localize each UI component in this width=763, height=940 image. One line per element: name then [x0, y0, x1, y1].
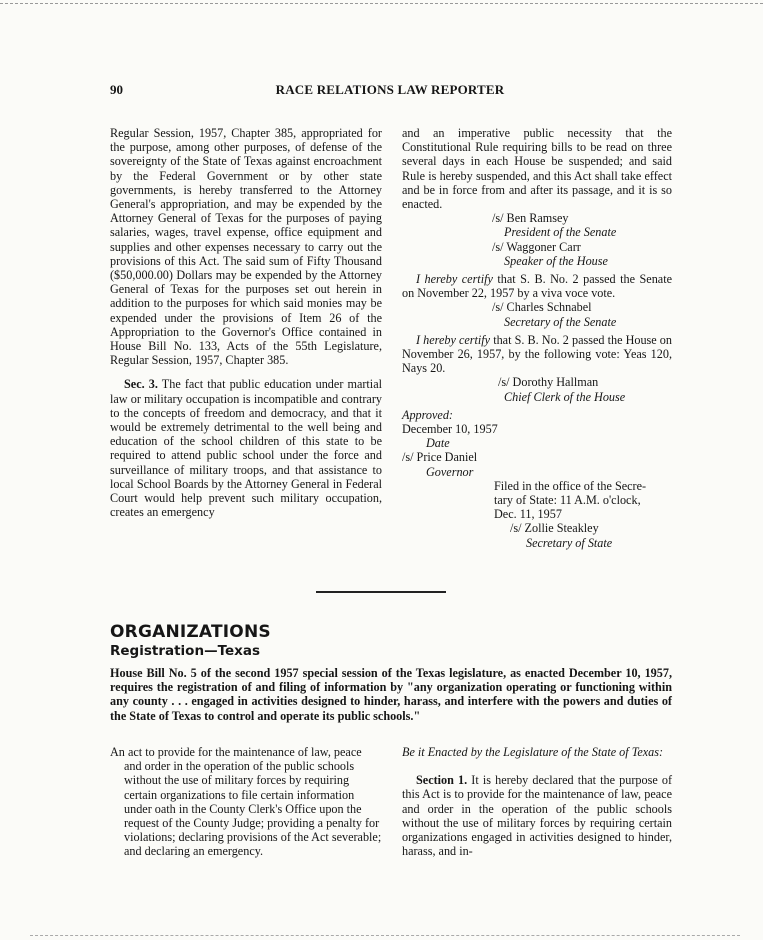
senate-cert-text: that S. B. No. 2 passed the Senate on November 22, 1957 by a viva voce vote. [402, 272, 672, 301]
approved-date: December 10, 1957 [402, 422, 498, 437]
filed-line-1: Filed in the office of the Secre- [494, 478, 647, 493]
right-column-top [402, 126, 672, 550]
title-secretary-state: Secretary of State [526, 535, 613, 550]
signature-hallman: /s/ Dorothy Hallman [498, 375, 599, 390]
act-caption: An act to provide for the maintenance of law, peace and order in the operation of the public schools without the use of military forces by requiring certain organizations to file certain information under oath in the County Clerk's Office upon the request of the County Judge; providing a penalty for violations; declaring provisions of the Act severable; and declaring an emergency. [110, 745, 382, 859]
page-number: 90 [110, 82, 123, 97]
senate-cert-lead: I hereby certify [416, 272, 493, 287]
title-speaker-house: Speaker of the House [504, 253, 608, 268]
section-3-paragraph [110, 377, 382, 519]
emergency-clause-paragraph: and an imperative public necessity that the Constitutional Rule requiring bills to be read on three several days in each House be suspended; and said Rule is hereby suspended, and this Act shall take effect and be in force from and after its passage, and it is so enacted. [402, 126, 672, 212]
date-label: Date [426, 436, 450, 451]
left-column-top [110, 126, 382, 519]
title-chief-clerk: Chief Clerk of the House [504, 389, 626, 404]
filed-line-3: Dec. 11, 1957 [494, 507, 562, 522]
signature-daniel: /s/ Price Daniel [402, 450, 478, 465]
title-president-senate: President of the Senate [504, 225, 617, 240]
title-governor: Governor [426, 464, 474, 479]
appropriation-paragraph: Regular Session, 1957, Chapter 385, appropriated for the purpose, among other purposes, of defense of the sovereignty of the State of Texas against encroachment by the Federal Government or by other state governments, is hereby transferred to the Attorney General's appropriation, and may be expended by the Attorney General of Texas for the purposes of paying salaries, wages, travel expense, office equipment and supplies and other expenses necessary to carry out the provisions of this Act. The said sum of Fifty Thousand ($50,000.00) Dollars may be expended by the Attorney General of Texas for the purposes set out herein in addition to the purposes for which said monies may be expended under the provisions of Item 26 of the Appropriation to the Governor's Office contained in House Bill No. 133, Acts of the 55th Legislature, Regular Session, 1957, Chapter 385. [110, 126, 382, 368]
house-cert-text: that S. B. No. 2 passed the House on November 26, 1957, by the following vote: Yeas 120, Nays 20. [402, 332, 672, 376]
senate-certification [402, 272, 672, 300]
filed-line-2: tary of State: 11 A.M. o'clock, [494, 493, 641, 508]
approved-label: Approved: [402, 407, 453, 422]
headnote-summary: House Bill No. 5 of the second 1957 special session of the Texas legislature, as enacted December 10, 1957, requires the registration of and filing of information by "any organization operating or functioning within any county . . . engaged in activities designed to hinder, harass, and interfere with the powers and duties of the State of Texas to control and operate its public schools." [110, 666, 672, 723]
enacting-clause: Be it Enacted by the Legislature of the State of Texas: [402, 745, 664, 759]
section-1-label: Section 1. [416, 773, 468, 788]
section-subheading: Registration—Texas [110, 643, 260, 659]
section-heading: ORGANIZATIONS [110, 622, 271, 642]
page-header [110, 82, 670, 98]
signature-ramsey: /s/ Ben Ramsey [492, 211, 569, 226]
title-secretary-senate: Secretary of the Senate [504, 314, 617, 329]
house-cert-lead: I hereby certify [416, 332, 491, 347]
house-certification [402, 333, 672, 376]
signature-carr: /s/ Waggoner Carr [492, 239, 581, 254]
signature-steakley: /s/ Zollie Steakley [510, 521, 599, 536]
section-divider [316, 591, 446, 593]
section-3-text: The fact that public education under martial law or military occupation is incompatible and contrary to the concepts of freedom and democracy, and that it would be extremely detrimental to the well being and education of the school children of this state to be required to attend public school under the force and surveillance of military troops, and that assistance to local School Boards by the Attorney General in Federal Court would help prevent such military occupation, creates an emergency [110, 377, 382, 520]
left-column-bottom [110, 745, 382, 859]
top-scan-border [0, 3, 763, 4]
running-head: RACE RELATIONS LAW REPORTER [275, 82, 505, 97]
section-3-label: Sec. 3. [124, 377, 158, 392]
signature-schnabel: /s/ Charles Schnabel [492, 300, 592, 315]
bottom-scan-border [30, 935, 740, 936]
section-1-paragraph [402, 773, 672, 858]
section-1-text: It is hereby declared that the purpose of this Act is to provide for the maintenance of law, peace and order in the operation of the public schools without the use of military forces by requiring certain organizations engaged in activities designed to hinder, harass, and in- [402, 773, 673, 859]
right-column-bottom [402, 745, 672, 858]
